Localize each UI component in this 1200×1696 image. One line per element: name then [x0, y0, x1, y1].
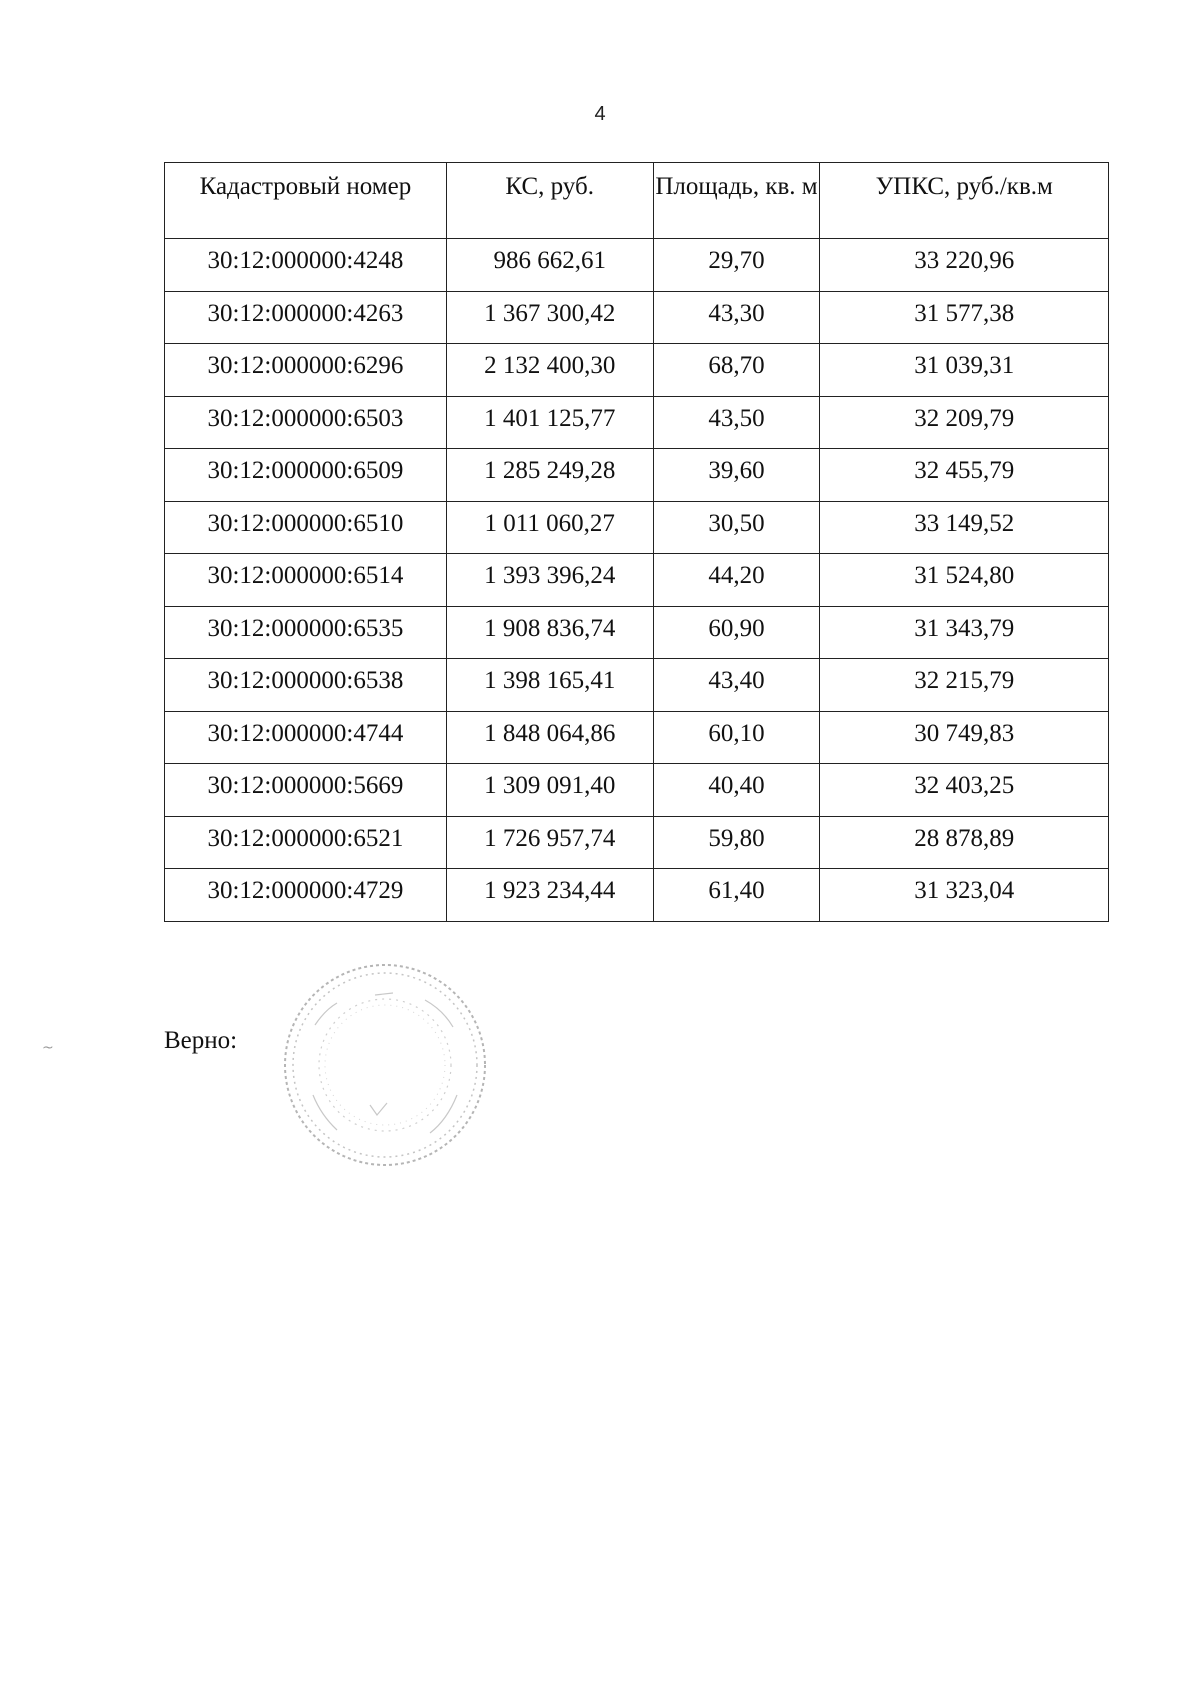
- cell-specific-value: 32 403,25: [820, 764, 1109, 817]
- cell-area: 30,50: [653, 501, 820, 554]
- cell-cadastral-number: 30:12:000000:6514: [165, 554, 447, 607]
- margin-mark: ~: [42, 1040, 54, 1056]
- cell-area: 68,70: [653, 344, 820, 397]
- table-row: [165, 291, 1109, 344]
- cell-cadastral-number: 30:12:000000:4248: [165, 239, 447, 292]
- official-seal-stamp: [275, 955, 495, 1175]
- table-row: [165, 606, 1109, 659]
- cell-cadastral-number: 30:12:000000:6510: [165, 501, 447, 554]
- cell-cadastral-number: 30:12:000000:6535: [165, 606, 447, 659]
- table-row: [165, 396, 1109, 449]
- header-specific-value: УПКС, руб./кв.м: [820, 163, 1109, 239]
- table-row: [165, 711, 1109, 764]
- cell-cadastral-number: 30:12:000000:4744: [165, 711, 447, 764]
- cell-cadastral-value: 1 401 125,77: [446, 396, 653, 449]
- cell-specific-value: 31 343,79: [820, 606, 1109, 659]
- table-header-row: [165, 163, 1109, 239]
- table-row: [165, 239, 1109, 292]
- cell-specific-value: 28 878,89: [820, 816, 1109, 869]
- cell-specific-value: 31 323,04: [820, 869, 1109, 922]
- cell-cadastral-value: 2 132 400,30: [446, 344, 653, 397]
- table-row: [165, 554, 1109, 607]
- cell-cadastral-value: 1 726 957,74: [446, 816, 653, 869]
- cell-cadastral-number: 30:12:000000:6296: [165, 344, 447, 397]
- cell-cadastral-value: 1 923 234,44: [446, 869, 653, 922]
- cell-specific-value: 32 209,79: [820, 396, 1109, 449]
- cell-area: 39,60: [653, 449, 820, 502]
- cell-cadastral-number: 30:12:000000:6538: [165, 659, 447, 712]
- cell-area: 61,40: [653, 869, 820, 922]
- cell-cadastral-number: 30:12:000000:4263: [165, 291, 447, 344]
- cell-area: 40,40: [653, 764, 820, 817]
- cell-area: 59,80: [653, 816, 820, 869]
- header-cadastral-value: КС, руб.: [446, 163, 653, 239]
- table-row: [165, 501, 1109, 554]
- cell-specific-value: 31 524,80: [820, 554, 1109, 607]
- cell-cadastral-value: 1 011 060,27: [446, 501, 653, 554]
- cell-area: 60,90: [653, 606, 820, 659]
- cell-specific-value: 31 577,38: [820, 291, 1109, 344]
- cell-cadastral-value: 1 309 091,40: [446, 764, 653, 817]
- table-row: [165, 344, 1109, 397]
- cell-cadastral-number: 30:12:000000:6521: [165, 816, 447, 869]
- cell-specific-value: 31 039,31: [820, 344, 1109, 397]
- table-row: [165, 449, 1109, 502]
- cell-cadastral-value: 1 367 300,42: [446, 291, 653, 344]
- cell-area: 44,20: [653, 554, 820, 607]
- cell-cadastral-number: 30:12:000000:4729: [165, 869, 447, 922]
- cell-cadastral-value: 1 285 249,28: [446, 449, 653, 502]
- cell-cadastral-number: 30:12:000000:6509: [165, 449, 447, 502]
- cell-cadastral-number: 30:12:000000:6503: [165, 396, 447, 449]
- cell-cadastral-value: 1 393 396,24: [446, 554, 653, 607]
- cell-area: 43,50: [653, 396, 820, 449]
- table-row: [165, 764, 1109, 817]
- cell-cadastral-value: 986 662,61: [446, 239, 653, 292]
- cell-specific-value: 32 215,79: [820, 659, 1109, 712]
- table-row: [165, 659, 1109, 712]
- cell-specific-value: 30 749,83: [820, 711, 1109, 764]
- cell-cadastral-number: 30:12:000000:5669: [165, 764, 447, 817]
- cell-specific-value: 33 149,52: [820, 501, 1109, 554]
- cadastral-value-table: [164, 162, 1109, 922]
- cell-area: 29,70: [653, 239, 820, 292]
- header-cadastral-number: Кадастровый номер: [165, 163, 447, 239]
- certification-label: Верно:: [164, 1027, 238, 1054]
- page-number: 4: [594, 103, 606, 125]
- table-row: [165, 816, 1109, 869]
- cell-specific-value: 33 220,96: [820, 239, 1109, 292]
- table-body: [165, 239, 1109, 922]
- cell-specific-value: 32 455,79: [820, 449, 1109, 502]
- cell-area: 43,40: [653, 659, 820, 712]
- cell-cadastral-value: 1 398 165,41: [446, 659, 653, 712]
- table-row: [165, 869, 1109, 922]
- cell-area: 43,30: [653, 291, 820, 344]
- cell-cadastral-value: 1 908 836,74: [446, 606, 653, 659]
- header-area: Площадь, кв. м: [653, 163, 820, 239]
- cell-area: 60,10: [653, 711, 820, 764]
- cell-cadastral-value: 1 848 064,86: [446, 711, 653, 764]
